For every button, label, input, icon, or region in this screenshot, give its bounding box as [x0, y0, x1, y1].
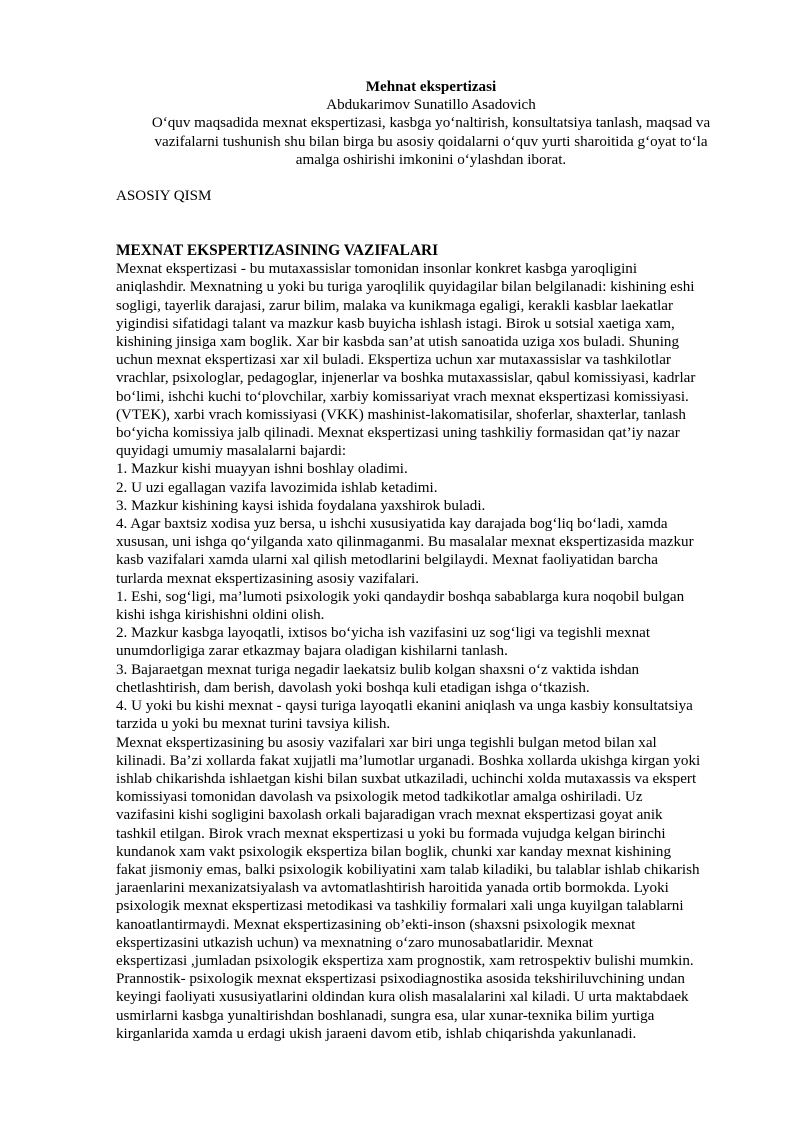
body-line: sogligi, tayerlik darajasi, zarur bilim, malaka va kunikmaga egaligi, kerakli kasblar laekatlar — [116, 297, 674, 314]
abstract-line: O‘quv maqsadida mexnat ekspertizasi, kasbga yo‘naltirish, konsultatsiya tanlash, maqsad va — [151, 115, 711, 132]
body-line: kanoatlantirmaydi. Mexnat ekspertizasining ob’ekti-inson (shaxsni psixologik mexnat — [116, 916, 636, 933]
body-line: uchun mexnat ekspertizasi xar xil buladi. Ekspertiza uchun xar mutaxassislar va tashkilotlar — [116, 352, 671, 369]
body-line: aniqlashdir. Mexnatning u yoki bu turiga yaroqlilik quyidagilar bilan belgilanadi: kishining eshi — [116, 279, 695, 296]
body-text — [116, 260, 746, 1043]
body-line: 1. Mazkur kishi muayyan ishni boshlay oladimi. — [116, 461, 408, 478]
body-line: jaraenlarini mexanizatsiyalash va avtomatlashtirish haroitida yanada ortib bormokda. Lyoki — [116, 880, 669, 897]
body-line: turlarda mexnat ekspertizasining asosiy vazifalari. — [116, 570, 420, 587]
body-line: yigindisi sifatidagi talant va mazkur kasb buyicha ishlash istagi. Birok u sotsial xaetiga xam, — [116, 315, 675, 332]
body-line: 1. Eshi, sog‘ligi, ma’lumoti psixologik yoki qandaydir boshqa sabablarga kura noqobil bulgan — [116, 588, 685, 605]
document-author: Abdukarimov Sunatillo Asadovich — [326, 97, 536, 114]
body-line: kirganlarida xamda u erdagi ukish jaraeni davom etib, ishlab chiqarishda yakunlanadi. — [116, 1025, 637, 1042]
body-line: Mexnat ekspertizasining bu asosiy vazifalari xar biri unga tegishli bulgan metod bilan xal — [116, 734, 657, 751]
body-line: keyingi faoliyati xususiyatlarini oldindan kura olish masalalarini xal kiladi. U urta maktabdaek — [116, 989, 689, 1006]
body-line: fakat jismoniy emas, balki psixologik kobiliyatini xam talab kiladiki, bu talablar ishlab chikarish — [116, 861, 700, 878]
abstract-line: vazifalarni tushunish shu bilan birga bu asosiy qoidalarni o‘quv yurti sharoitida g‘oyat to‘la — [154, 133, 708, 150]
body-line: bo‘limi, ishchi kuchi to‘plovchilar, xarbiy komissariyat vrach mexnat ekspertizasi komissiyasi. — [116, 388, 689, 405]
body-line: kishining jinsiga xam boglik. Xar bir kasbda san’at utish sanoatida uziga xos buladi. Shuning — [116, 334, 680, 351]
body-line: tashkil etilgan. Birok vrach mexnat ekspertizasi u yoki bu formada vujudga kelgan birinchi — [116, 825, 666, 842]
body-line: vazifasini kishi sogligini baxolash orkali bajaradigan vrach mexnat ekspertizasi goyat anik — [116, 807, 663, 824]
body-line: bo‘yicha komissiya jalb qilinadi. Mexnat ekspertizasi uning tashkiliy formasidan qat’iy nazar — [116, 425, 680, 442]
document-title: Mehnat ekspertizasi — [365, 79, 497, 95]
document-page — [116, 78, 746, 1043]
body-line: 4. U yoki bu kishi mexnat - qaysi turiga layoqatli ekanini aniqlash va unga kasbiy konsultatsiya — [116, 698, 693, 715]
body-line: psixologik mexnat ekspertizasi metodikasi va tashkiliy formalari xali unga kuyilgan talablarni — [116, 898, 684, 915]
body-line: 2. Mazkur kasbga layoqatli, ixtisos bo‘yicha ish vazifasini uz sog‘ligi va tegishli mexnat — [116, 625, 651, 642]
body-line: 3. Bajaraetgan mexnat turiga negadir laekatsiz bulib kolgan shaxsni o‘z vaktida ishdan — [116, 661, 640, 678]
body-line: chetlashtirish, dam berish, davolash yoki boshqa kuli etadigan ishga o‘tkazish. — [116, 679, 590, 696]
body-line: kishi ishga kirishishni oldini olish. — [116, 607, 325, 624]
body-line: (VTEK), xarbi vrach komissiyasi (VKK) mashinist-lakomatisilar, shoferlar, shaxterlar, tanlash — [116, 406, 686, 423]
body-line: Mexnat ekspertizasi - bu mutaxassislar tomonidan insonlar konkret kasbga yaroqligini — [116, 261, 638, 278]
body-line: komissiyasi tomonidan davolash va psixologik metod tadkikotlar amalga oshiriladi. Uz — [116, 789, 643, 806]
body-line: usmirlarni kasbga yunaltirishdan boshlanadi, sungra esa, ular xunar-texnika bilim yurtiga — [116, 1007, 655, 1024]
body-line: ekspertizasini utkazish uchun) va mexnatning o‘zaro munosabatlaridir. Mexnat — [116, 934, 593, 951]
body-line: ishlab chikarishda ishlaetgan kishi bilan suxbat utkaziladi, uchinchi xolda mutaxassis va ekspert — [116, 770, 697, 787]
body-line: kasb vazifalari xamda ularni xal qilish metodlarini belgilaydi. Mexnat faoliyatidan barcha — [116, 552, 658, 569]
body-line: quyidagi umumiy masalalarni bajardi: — [116, 443, 347, 460]
body-line: 2. U uzi egallagan vazifa lavozimida ishlab ketadimi. — [116, 479, 438, 496]
body-line: 4. Agar baxtsiz xodisa yuz bersa, u ishchi xususiyatida kay darajada bog‘liq bo‘ladi, xamda — [116, 516, 668, 533]
body-line: Prannostik- psixologik mexnat ekspertizasi psixodiagnostika asosida tekshiriluvchining undan — [116, 971, 685, 988]
section-heading: MEXNAT EKSPERTIZASINING VAZIFALARI — [116, 242, 439, 260]
document-abstract — [116, 114, 746, 169]
body-line: ekspertizasi ,jumladan psixologik ekspertiza xam prognostik, xam retrospektiv bulishi mumkin. — [116, 952, 694, 969]
abstract-line: amalga oshirishi imkonini o‘ylashdan iborat. — [295, 151, 567, 168]
body-line: 3. Mazkur kishining kaysi ishida foydalana yaxshirok buladi. — [116, 497, 486, 514]
body-line: tarzida u yoki bu mexnat turini tavsiya kilish. — [116, 716, 391, 733]
body-line: unumdorligiga zarar etkazmay bajara oladigan kishilarni tanlash. — [116, 643, 508, 660]
body-line: xususan, uni ishga qo‘yilganda xato qilinmaganmi. Bu masalalar mexnat ekspertizasida mazkur — [116, 534, 694, 551]
body-line: vrachlar, psixologlar, pedagoglar, injenerlar va boshka mutaxassislar, qabul komissiyasi, kadrlar — [116, 370, 696, 387]
section-label: ASOSIY QISM — [116, 188, 212, 205]
body-line: kundanok xam vakt psixologik ekspertiza bilan boglik, chunki xar kanday mexnat kishining — [116, 843, 672, 860]
body-line: kilinadi. Ba’zi xollarda fakat xujjatli ma’lumotlar urganadi. Boshka xollarda ukishga kirgan yoki — [116, 752, 701, 769]
